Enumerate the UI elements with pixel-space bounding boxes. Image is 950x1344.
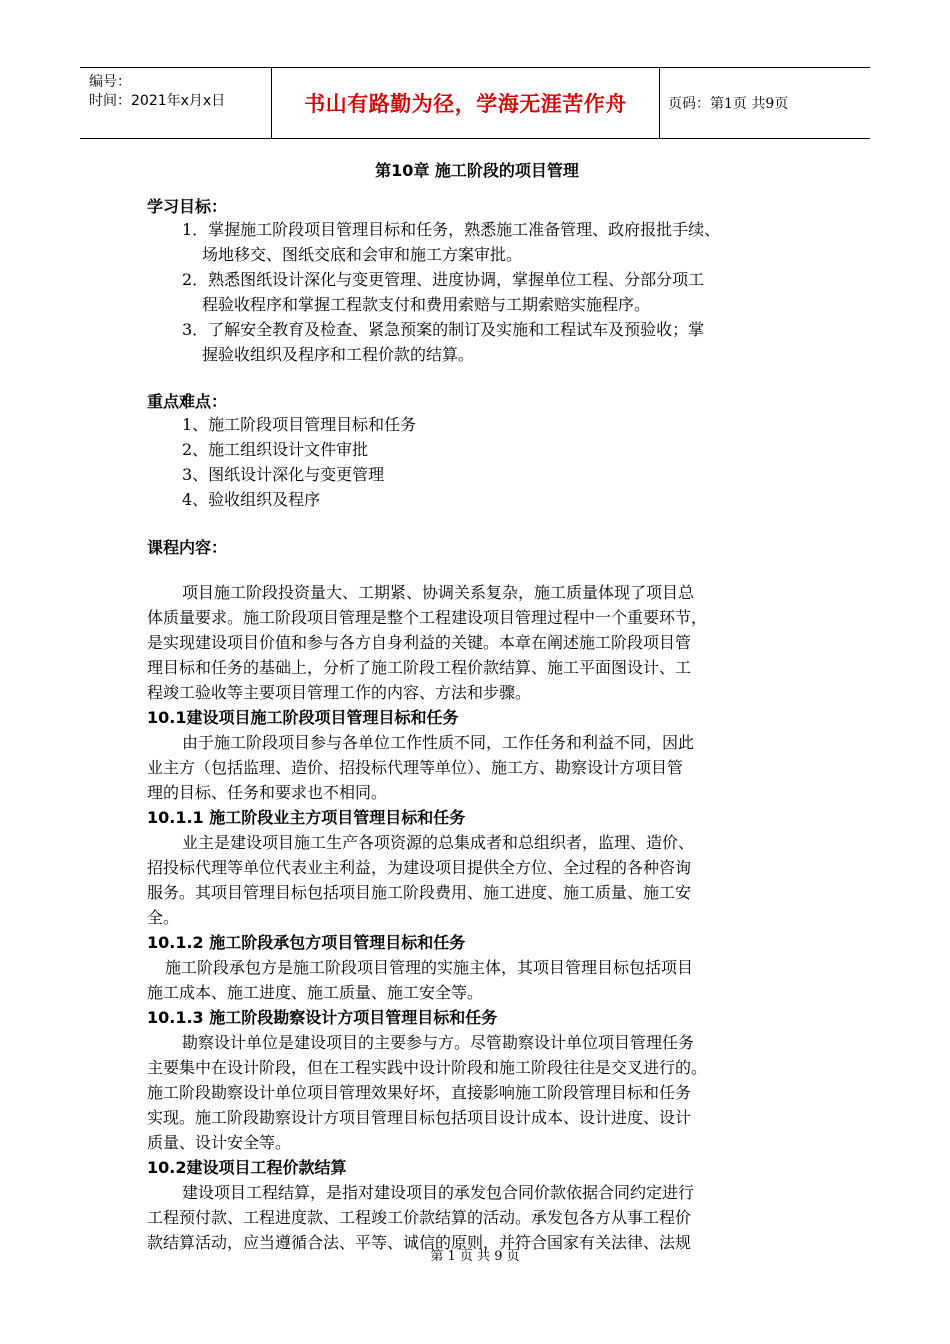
section-heading-10-2: 10.2建设项目工程价款结算 [147,1158,347,1177]
objective-item: 1．掌握施工阶段项目管理目标和任务，熟悉施工准备管理、政府报批手续、 [182,220,721,239]
page-footer: 第 1 页 共 9 页 [430,1249,520,1264]
key-point-item: 4、验收组织及程序 [182,490,321,509]
section-10-1-2-body [147,955,807,1005]
paragraph-line: 招投标代理等单位代表业主利益，为建设项目提供全方位、全过程的各种咨询 [147,858,692,877]
paragraph-line: 建设项目工程结算，是指对建设项目的承发包合同价款依据合同约定进行 [182,1183,695,1202]
paragraph-line: 程竣工验收等主要项目管理工作的内容、方法和步骤。 [147,683,532,702]
section-10-1-1-body [147,830,807,930]
motto: 书山有路勤为径，学海无涯苦作舟 [272,68,660,138]
paragraph-line: 由于施工阶段项目参与各单位工作性质不同，工作任务和利益不同，因此 [182,733,695,752]
intro-paragraph [147,580,807,705]
objective-item: 2．熟悉图纸设计深化与变更管理、进度协调，掌握单位工程、分部分项工 [182,270,705,289]
section-10-1-body [147,730,807,805]
key-points-list [147,412,807,512]
header-meta [80,68,272,138]
section-10-2-body [147,1180,807,1255]
paragraph-line: 施工成本、施工进度、施工质量、施工安全等。 [147,983,484,1002]
number-label: 编号： [89,74,131,90]
objective-item-cont: 场地移交、图纸交底和会审和施工方案审批。 [202,245,523,264]
paragraph-line: 服务。其项目管理目标包括项目施工阶段费用、施工进度、施工质量、施工安 [147,883,692,902]
paragraph-line: 质量、设计安全等。 [147,1133,292,1152]
objectives-label: 学习目标： [147,197,228,216]
section-heading-10-1-2: 10.1.2 施工阶段承包方项目管理目标和任务 [147,933,466,952]
key-point-item: 1、施工阶段项目管理目标和任务 [182,415,417,434]
time-label: 时间：2021年x月x日 [89,93,226,109]
paragraph-line: 是实现建设项目价值和参与各方自身利益的关键。本章在阐述施工阶段项目管 [147,633,692,652]
section-10-1-3-body [147,1030,807,1155]
objectives-list [147,217,807,367]
document-body [147,150,807,1255]
paragraph-line: 全。 [147,908,180,927]
objective-item: 3．了解安全教育及检查、紧急预案的制订及实施和工程试车及预验收；掌 [182,320,705,339]
key-points-label: 重点难点： [147,392,228,411]
paragraph-line: 主要集中在设计阶段，但在工程实践中设计阶段和施工阶段往往是交叉进行的。 [147,1058,708,1077]
key-point-item: 2、施工组织设计文件审批 [182,440,369,459]
chapter-title: 第10章 施工阶段的项目管理 [375,161,579,180]
paragraph-line: 款结算活动，应当遵循合法、平等、诚信的原则，并符合国家有关法律、法规 [147,1233,692,1252]
paragraph-line: 施工阶段承包方是施工阶段项目管理的实施主体，其项目管理目标包括项目 [165,958,694,977]
section-heading-10-1: 10.1建设项目施工阶段项目管理目标和任务 [147,708,459,727]
section-heading-10-1-3: 10.1.3 施工阶段勘察设计方项目管理目标和任务 [147,1008,498,1027]
paragraph-line: 业主是建设项目施工生产各项资源的总集成者和总组织者，监理、造价、 [182,833,695,852]
course-label: 课程内容： [147,538,228,557]
paragraph-line: 理目标和任务的基础上，分析了施工阶段工程价款结算、施工平面图设计、工 [147,658,692,677]
objective-item-cont: 握验收组织及程序和工程价款的结算。 [202,345,475,364]
paragraph-line: 勘察设计单位是建设项目的主要参与方。尽管勘察设计单位项目管理任务 [182,1033,695,1052]
paragraph-line: 体质量要求。施工阶段项目管理是整个工程建设项目管理过程中一个重要环节， [147,608,708,627]
paragraph-line: 业主方（包括监理、造价、招投标代理等单位）、施工方、勘察设计方项目管 [147,758,684,777]
document-header [80,67,870,139]
paragraph-line: 实现。施工阶段勘察设计方项目管理目标包括项目设计成本、设计进度、设计 [147,1108,692,1127]
paragraph-line: 理的目标、任务和要求也不相同。 [147,783,388,802]
objective-item-cont: 程验收程序和掌握工程款支付和费用索赔与工期索赔实施程序。 [202,295,651,314]
page-info: 页码：第1页 共9页 [668,96,789,112]
paragraph-line: 施工阶段勘察设计单位项目管理效果好坏，直接影响施工阶段管理目标和任务 [147,1083,692,1102]
paragraph-line: 项目施工阶段投资量大、工期紧、协调关系复杂，施工质量体现了项目总 [182,583,695,602]
paragraph-line: 工程预付款、工程进度款、工程竣工价款结算的活动。承发包各方从事工程价 [147,1208,692,1227]
key-point-item: 3、图纸设计深化与变更管理 [182,465,385,484]
section-heading-10-1-1: 10.1.1 施工阶段业主方项目管理目标和任务 [147,808,466,827]
